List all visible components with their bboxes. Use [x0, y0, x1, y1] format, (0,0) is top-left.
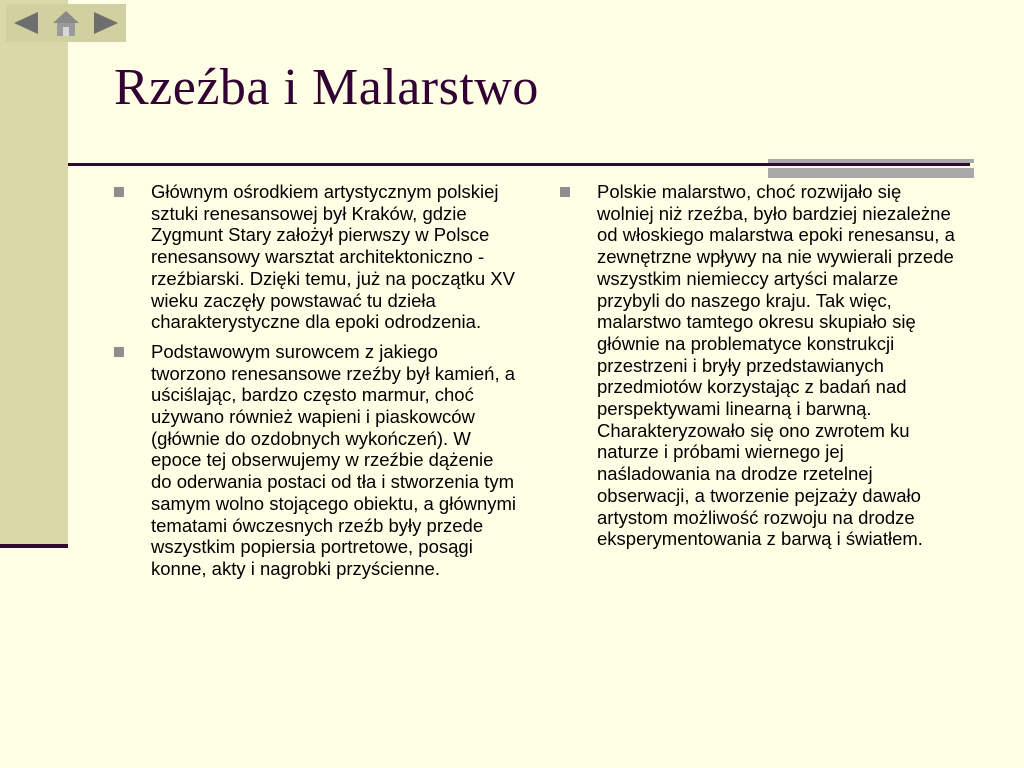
left-decorative-band [0, 0, 68, 544]
slide-title: Rzeźba i Malarstwo [114, 59, 539, 116]
triangle-left-icon [12, 10, 40, 36]
back-button[interactable] [9, 8, 43, 38]
bullet-item: Głównym ośrodkiem artystycznym polskiej sztuki renesansowej był Kraków, gdzie Zygmunt Stary założył pierwszy w Polsce renesansowy warsztat architektoniczno - rzeźbiarski. Dzięki temu, już na początku XV wieku zaczęły powstawać tu dzieła charakterystyczne dla epoki odrodzenia. [114, 181, 518, 333]
forward-button[interactable] [89, 8, 123, 38]
bullet-item: Podstawowym surowcem z jakiego tworzono renesansowe rzeźby był kamień, a uściślając, bardzo często marmur, choć używano również wapieni i piaskowców (głównie do ozdobnych wykończeń). W epoce tej obserwujemy w rzeźbie dążenie do oderwania postaci od tła i stworzenia tym samym wolno stojącego obiektu, a głównymi tematami ówczesnych rzeźb były przede wszystkim popiersia portretowe, posągi konne, akty i nagrobki przyścienne. [114, 341, 518, 580]
title-divider-accent-bottom [768, 168, 974, 178]
home-button[interactable] [49, 8, 83, 38]
title-divider-accent-top [768, 159, 974, 163]
right-text-column [560, 181, 960, 558]
bullet-item: Polskie malarstwo, choć rozwijało się wolniej niż rzeźba, było bardziej niezależne od włoskiego malarstwa epoki renesansu, a zewnętrzne wpływy na nie wywierali przede wszystkim niemieccy artyści malarze przybyli do naszego kraju. Tak więc, malarstwo tamtego okresu skupiało się głównie na problematyce konstrukcji przestrzeni i bryły przedstawianych przedmiotów korzystając z badań nad perspektywami linearną i barwną. Charakteryzowało się ono zwrotem ku naturze i próbami wiernego jej naśladowania na drodze rzetelnej obserwacji, a tworzenie pejzaży dawało artystom możliwość rozwoju na drodze eksperymentowania z barwą i światłem. [560, 181, 960, 550]
navigation-bar [6, 4, 126, 42]
house-icon [51, 9, 81, 37]
left-band-rule [0, 544, 68, 548]
triangle-right-icon [92, 10, 120, 36]
left-text-column [114, 181, 518, 588]
title-divider [68, 163, 970, 166]
